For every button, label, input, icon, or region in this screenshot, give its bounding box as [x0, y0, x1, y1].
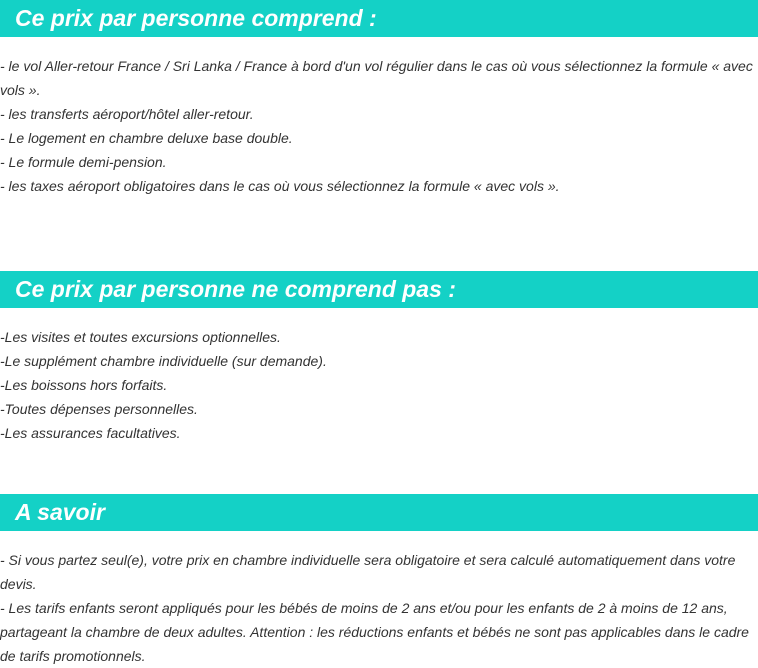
section-title-excludes: Ce prix par personne ne comprend pas :	[15, 276, 456, 302]
section-header-includes	[0, 0, 758, 37]
list-item: - Le logement en chambre deluxe base double.	[0, 130, 293, 146]
list-item: -Les visites et toutes excursions optionnelles.	[0, 329, 281, 345]
list-item: -Les assurances facultatives.	[0, 425, 181, 441]
section-header-excludes	[0, 271, 758, 308]
list-item: -Toutes dépenses personnelles.	[0, 401, 198, 417]
section-body-excludes	[0, 325, 758, 445]
list-item: - Si vous partez seul(e), votre prix en chambre individuelle sera obligatoire et sera calculé automatiquement dans votre devis.	[0, 552, 736, 592]
section-title-includes: Ce prix par personne comprend :	[15, 5, 377, 31]
list-item: - Le formule demi-pension.	[0, 154, 167, 170]
section-header-good-to-know	[0, 494, 758, 531]
list-item: - Les tarifs enfants seront appliqués pour les bébés de moins de 2 ans et/ou pour les enfants de 2 à moins de 12 ans, partageant la chambre de deux adultes. Attention : les réductions enfants et bébés ne sont pas applicables dans le cadre de tarifs promotionnels.	[0, 600, 749, 664]
section-title-good-to-know: A savoir	[15, 499, 105, 525]
list-item: - les transferts aéroport/hôtel aller-retour.	[0, 106, 254, 122]
section-body-good-to-know	[0, 548, 758, 668]
section-body-includes	[0, 54, 758, 198]
list-item: - les taxes aéroport obligatoires dans le cas où vous sélectionnez la formule « avec vols ».	[0, 178, 560, 194]
list-item: -Le supplément chambre individuelle (sur demande).	[0, 353, 327, 369]
list-item: -Les boissons hors forfaits.	[0, 377, 168, 393]
list-item: - le vol Aller-retour France / Sri Lanka / France à bord d'un vol régulier dans le cas où vous sélectionnez la formule « avec vols ».	[0, 58, 753, 98]
